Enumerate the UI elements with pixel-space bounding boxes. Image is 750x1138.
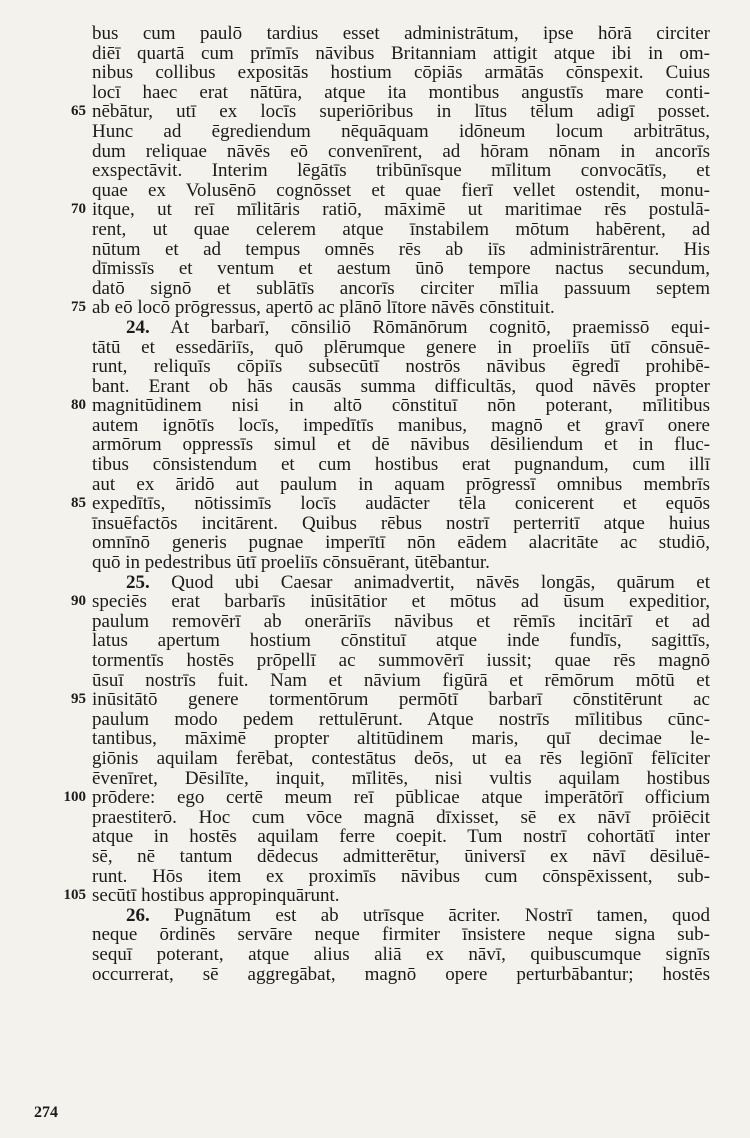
text-line: [71, 493, 710, 515]
page-number: 274: [34, 1104, 58, 1121]
text-line: [92, 357, 710, 377]
line-text: secūtī hostibus appropinquārunt.: [92, 885, 340, 907]
text-line: [92, 279, 710, 299]
text-line: [63, 885, 710, 907]
text-line: [92, 318, 710, 338]
text-line: [92, 533, 710, 553]
line-number: 90: [71, 593, 86, 610]
text-line: [92, 847, 710, 867]
text-line: [92, 671, 710, 691]
line-text: tātū et essedāriīs, quō plērumque genere in proeliīs ūtī cōnsuē-: [92, 336, 710, 358]
text-line: [71, 395, 710, 417]
line-number: 105: [63, 887, 86, 904]
text-line: [92, 925, 710, 945]
line-text: nibus collibus expositās hostium cōpiās armātās cōnspexit. Cuius: [92, 62, 710, 84]
line-number: 75: [71, 299, 86, 316]
text-line: [92, 965, 710, 985]
text-line: [92, 377, 710, 397]
line-text: latus apertum hostium cōnstituī atque inde fundīs, sagittīs,: [92, 630, 710, 652]
text-line: [92, 749, 710, 769]
line-text: expedītīs, nōtissimīs locīs audācter tēla conicerent et equōs: [92, 493, 710, 515]
text-line: [92, 161, 710, 181]
line-text: armōrum oppressīs simul et dē nāvibus dēsiliendum et in fluc-: [92, 434, 710, 456]
chapter-number: 26.: [126, 904, 150, 926]
line-text: magnitūdinem nisi in altō cōnstituī nōn poterant, mīlitibus: [92, 395, 710, 417]
line-number: 95: [71, 691, 86, 708]
text-line: [92, 338, 710, 358]
line-text: diēī quartā cum prīmīs nāvibus Britanniam attigit atque ibi in om-: [92, 42, 710, 64]
line-text: ab eō locō prōgressus, apertō ac plānō lītore nāvēs cōnstituit.: [92, 297, 555, 319]
line-text: itque, ut reī mīlitāris ratiō, māximē ut maritimae rēs postulā-: [92, 199, 710, 221]
line-text: quō in pedestribus ūtī proeliīs cōnsuērant, ūtēbantur.: [92, 552, 490, 574]
line-number: 70: [71, 201, 86, 218]
line-text: prōdere: ego certē meum reī pūblicae atque imperātōrī officium: [92, 787, 710, 809]
text-line: [92, 553, 710, 573]
line-text: inūsitātō genere tormentōrum permōtī barbarī cōnstitērunt ac: [92, 689, 710, 711]
line-text: bant. Erant ob hās causās summa difficultās, quod nāvēs propter: [92, 375, 710, 397]
text-line: [71, 297, 710, 319]
line-text: ūsuī nostrīs fuit. Nam et nāvium figūrā et rēmōrum mōtū et: [92, 669, 710, 691]
line-text: speciēs erat barbarīs inūsitātior et mōtus ad ūsum expeditior,: [92, 591, 710, 613]
text-line: [92, 122, 710, 142]
text-line: [92, 945, 710, 965]
text-line: [63, 787, 710, 809]
line-text: ēvenīret, Dēsilīte, inquit, mīlitēs, nisi vultis aquilam hostibus: [92, 767, 710, 789]
line-text: tibus cōnsistendum et cum hostibus erat pugnandum, cum illī: [92, 454, 710, 476]
line-text: bus cum paulō tardius esset administrātum, ipse hōrā circiter: [92, 23, 710, 44]
text-line: [92, 455, 710, 475]
text-line: [92, 44, 710, 64]
text-line: [92, 240, 710, 260]
text-line: [92, 906, 710, 926]
text-line: [71, 689, 710, 711]
line-text: paulum modo pedem rettulērunt. Atque nostrīs mīlitibus cūnc-: [92, 708, 710, 730]
line-text: praestiterō. Hoc cum vōce magnā dīxisset, sē ex nāvī prōiēcit: [92, 806, 710, 828]
text-line: [92, 24, 710, 44]
text-line: [92, 259, 710, 279]
text-line: [92, 220, 710, 240]
chapter-number: 24.: [126, 316, 150, 338]
line-text: rent, ut quae celerem atque īnstabilem mōtum habērent, ad: [92, 218, 710, 240]
text-line: [71, 199, 710, 221]
line-text: locī haec erat nātūra, atque ita montibus angustīs mare conti-: [92, 81, 710, 103]
line-text: runt. Hōs item ex proximīs nāvibus cum cōnspēxissent, sub-: [92, 865, 710, 887]
line-text: tormentīs hostēs prōpellī ac summovērī iussit; quae rēs magnō: [92, 650, 710, 671]
line-text: At barbarī, cōnsiliō Rōmānōrum cognitō, praemissō equi-: [170, 316, 711, 338]
text-line: [92, 808, 710, 828]
text-line: [92, 142, 710, 162]
line-number: 100: [63, 789, 86, 806]
chapter-number: 25.: [126, 571, 150, 593]
text-line: [92, 827, 710, 847]
text-line: [92, 83, 710, 103]
text-line: [92, 475, 710, 495]
text-line: [92, 651, 710, 671]
text-line: [92, 769, 710, 789]
line-text: paulum removērī ab onerāriīs nāvibus et rēmīs incitārī et ad: [92, 610, 710, 632]
text-line: [92, 729, 710, 749]
text-line: [92, 867, 710, 887]
text-line: [71, 591, 710, 613]
line-text: quae ex Volusēnō cognōsset et quae fierī vellet ostendit, monu-: [92, 179, 710, 201]
line-number: 80: [71, 397, 86, 414]
line-text: sē, nē tantum dēdecus admitterētur, ūniversī ex nāvī dēsiluē-: [92, 845, 710, 867]
line-text: īnsuēfactōs incitārent. Quibus rēbus nostrī perterritī atque huius: [92, 512, 710, 534]
line-text: aut ex āridō aut paulum in aquam prōgressī omnibus membrīs: [92, 473, 710, 495]
line-text: dīmissīs et ventum et aestum ūnō tempore nactus secundum,: [92, 258, 710, 280]
line-text: occurrerat, sē aggregābat, magnō opere perturbābantur; hostēs: [92, 963, 710, 985]
line-text: nēbātur, utī ex locīs superiōribus in lītus tēlum adigī posset.: [92, 101, 710, 123]
line-text: Quod ubi Caesar animadvertit, nāvēs longās, quārum et: [171, 571, 710, 593]
text-line: [92, 710, 710, 730]
line-text: autem ignōtīs locīs, impedītīs manibus, magnō et gravī onere: [92, 414, 710, 436]
line-text: Hunc ad ēgrediendum nēquāquam idōneum locum arbitrātus,: [92, 120, 710, 142]
text-line: [92, 612, 710, 632]
text-line: [92, 181, 710, 201]
line-number: 85: [71, 495, 86, 512]
text-line: [92, 435, 710, 455]
line-text: atque in hostēs aquilam ferre coepit. Tum nostrī cohortātī inter: [92, 826, 710, 848]
line-text: exspectāvit. Interim lēgātīs tribūnīsque mīlitum convocātīs, et: [92, 160, 710, 182]
line-text: sequī poterant, atque alius aliā ex nāvī, quibuscumque signīs: [92, 943, 710, 965]
line-text: datō signō et sublātīs ancorīs circiter mīlia passuum septem: [92, 277, 710, 299]
text-line: [92, 514, 710, 534]
line-text: runt, reliquīs cōpiīs subsecūtī nostrōs nāvibus ēgredī prohibē-: [92, 356, 710, 378]
text-line: [92, 573, 710, 593]
text-line: [92, 416, 710, 436]
line-number: 65: [71, 103, 86, 120]
line-text: nūtum et ad tempus omnēs rēs ab iīs administrārentur. His: [92, 238, 710, 260]
text-line: [71, 101, 710, 123]
line-text: giōnis aquilam ferēbat, contestātus deōs, ut ea rēs legiōnī fēlīciter: [92, 747, 710, 769]
line-text: Pugnātum est ab utrīsque ācriter. Nostrī tamen, quod: [174, 904, 711, 926]
line-text: neque ōrdinēs servāre neque firmiter īnsistere neque signa sub-: [92, 924, 710, 946]
line-text: tantibus, māximē propter altitūdinem maris, quī decimae le-: [92, 728, 710, 750]
text-line: [92, 63, 710, 83]
line-text: omnīnō generis pugnae imperītī nōn eādem alacritāte ac studiō,: [92, 532, 710, 554]
line-text: dum reliquae nāvēs eō convenīrent, ad hōram nōnam in ancorīs: [92, 140, 710, 162]
text-line: [92, 631, 710, 651]
latin-text-body: [63, 23, 711, 985]
